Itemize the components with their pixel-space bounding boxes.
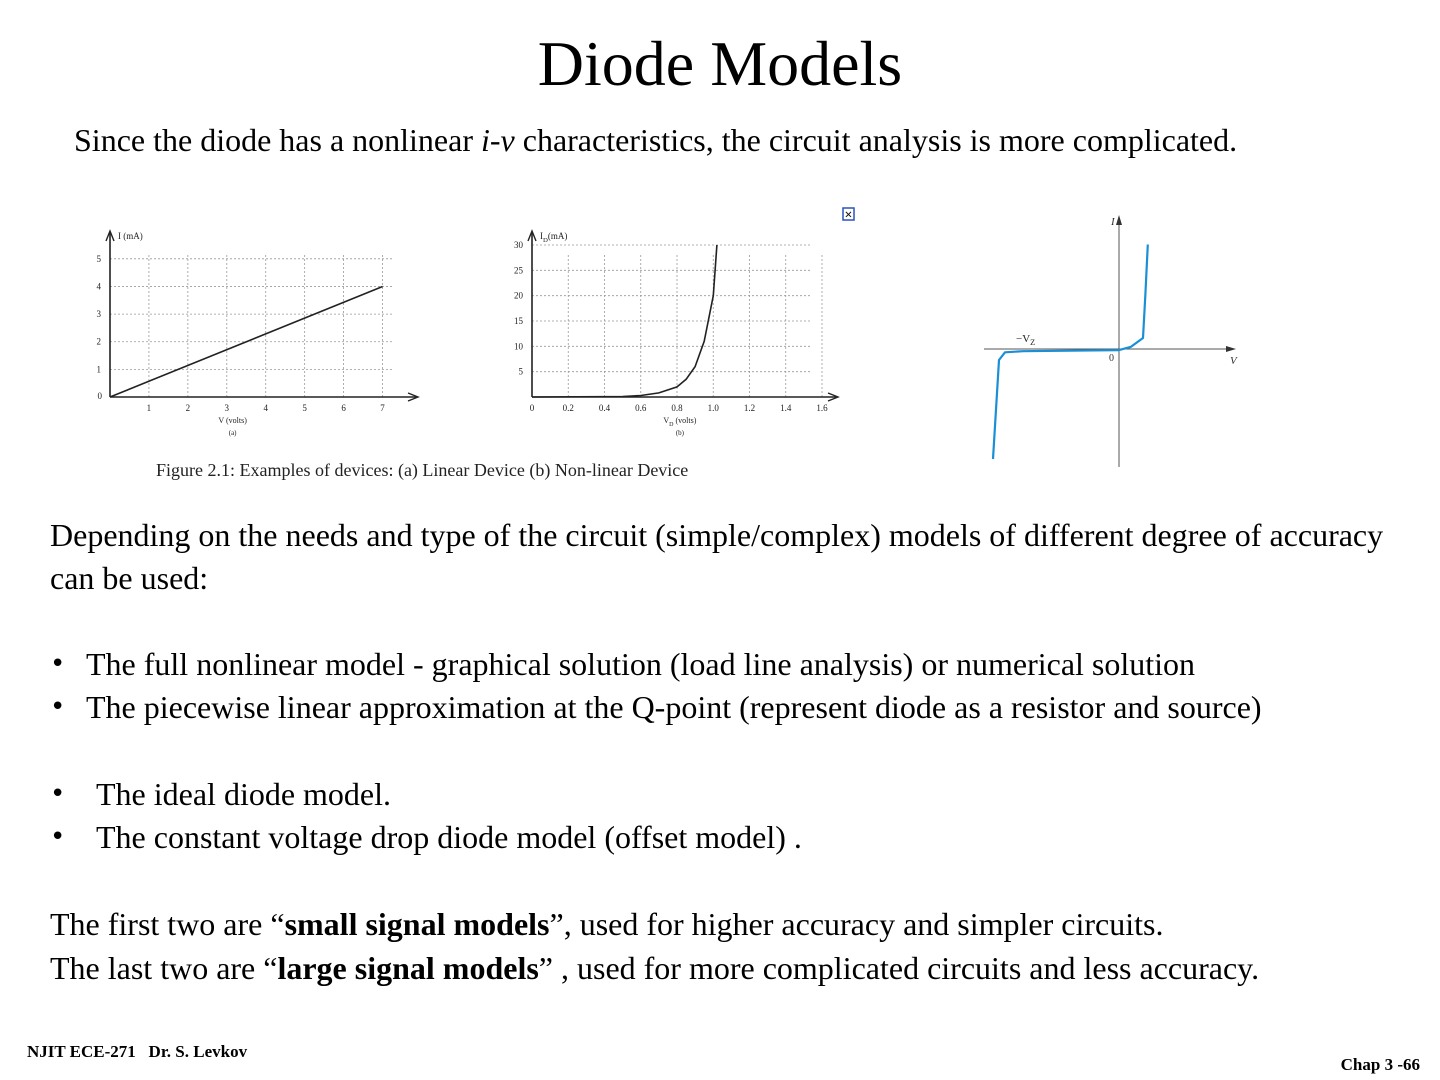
y-tick-label: 4	[96, 281, 101, 292]
x-tick-label: 1	[146, 403, 152, 413]
x-tick-label: 1.6	[816, 403, 828, 413]
x-tick-label: 6	[341, 403, 346, 413]
bullet-text: The full nonlinear model - graphical solution (load line analysis) or numerical solution	[86, 646, 1196, 682]
series-line	[993, 245, 1148, 460]
plot-nonlinear-device	[514, 231, 838, 437]
y-axis-label: I (mA)	[118, 231, 143, 241]
y-tick-label: 5	[96, 253, 101, 264]
figure-caption: Figure 2.1: Examples of devices: (a) Linear Device (b) Non-linear Device	[156, 460, 689, 480]
large-signal-model-list	[50, 773, 802, 859]
plot-sublabel: (a)	[228, 429, 237, 437]
y-tick-label: 15	[514, 316, 523, 326]
x-axis-label: V (volts)	[218, 416, 247, 425]
origin-label: 0	[97, 391, 102, 401]
bullet-text: The ideal diode model.	[96, 776, 392, 812]
slide-title: Diode Models	[537, 28, 903, 99]
y-tick-label: 5	[518, 366, 523, 377]
x-tick-label: 3	[224, 403, 230, 413]
small-signal-term: small signal models	[284, 906, 550, 942]
closing-line-small	[50, 902, 1350, 946]
x-tick-label: 0.2	[562, 403, 574, 413]
x-tick-label: 4	[263, 403, 268, 413]
figure-linear-nonlinear	[80, 205, 860, 485]
x-tick-label: 7	[380, 403, 385, 413]
close-glyph: ×	[844, 208, 853, 223]
intro-text	[74, 118, 1274, 162]
plot-sublabel: (b)	[675, 429, 684, 437]
y-tick-label: 25	[514, 265, 523, 276]
y-tick-label: 3	[96, 309, 101, 320]
x-tick-label: 1.2	[743, 403, 756, 413]
y-axis-arrow	[1116, 215, 1122, 225]
close-icon[interactable]	[843, 208, 854, 223]
origin-label: 0	[1109, 353, 1114, 364]
y-tick-label: 2	[96, 336, 101, 347]
footer-page-number: Chap 3 -66	[1340, 1055, 1420, 1074]
accuracy-paragraph: Depending on the needs and type of the circuit (simple/complex) models of different degree of accuracy can be used:	[50, 517, 1384, 596]
y-axis-label: I	[1111, 216, 1115, 228]
y-tick-label: 30	[514, 240, 523, 250]
closing-paragraph	[50, 902, 1350, 990]
zener-voltage-label: $-V_Z$	[1016, 333, 1036, 347]
bullet-text: The constant voltage drop diode model (offset model) .	[96, 819, 802, 855]
x-tick-label: 0	[529, 403, 535, 413]
bullet-glyph: •	[50, 692, 66, 722]
closing-text: ” , used for more complicated circuits and less accuracy.	[538, 950, 1260, 986]
bullet-text: The piecewise linear approximation at the Q-point (represent diode as a resistor and source)	[86, 689, 1262, 725]
closing-line-large	[50, 946, 1350, 990]
intro-emph: i-v	[480, 122, 515, 158]
y-tick-label: 20	[514, 290, 523, 301]
y-tick-label: 10	[514, 341, 523, 352]
small-signal-model-list	[50, 643, 1262, 729]
bullet-glyph: •	[50, 649, 66, 679]
figure-zener-characteristic	[978, 205, 1240, 470]
bullet-glyph: •	[50, 822, 66, 852]
plot-zener-curve	[984, 215, 1238, 467]
x-tick-label: 0.4	[598, 403, 611, 413]
y-axis-label: $I_D(mA)$	[540, 231, 568, 244]
closing-text: ”, used for higher accuracy and simpler circuits.	[549, 906, 1164, 942]
plot-linear-device	[97, 231, 419, 437]
x-tick-label: 5	[302, 403, 307, 413]
list-item	[50, 816, 802, 859]
intro-before: Since the diode has a nonlinear	[74, 122, 481, 158]
x-tick-label: 1.0	[707, 403, 719, 413]
list-item	[50, 686, 1262, 729]
footer-course: NJIT ECE-271 Dr. S. Levkov	[27, 1042, 248, 1061]
x-tick-label: 0.6	[635, 403, 647, 413]
bullet-glyph: •	[50, 779, 66, 809]
closing-text: The last two are “	[50, 950, 278, 986]
x-tick-label: 1.4	[780, 403, 792, 413]
list-item	[50, 643, 1262, 686]
list-item	[50, 773, 802, 816]
intro-after: characteristics, the circuit analysis is more complicated.	[514, 122, 1238, 158]
y-tick-label: 1	[96, 364, 101, 375]
x-axis-arrow	[1226, 346, 1236, 352]
x-tick-label: 2	[185, 403, 191, 413]
large-signal-term: large signal models	[277, 950, 539, 986]
closing-text: The first two are “	[50, 906, 285, 942]
x-tick-label: 0.8	[671, 403, 683, 413]
x-axis-label: $V_D$ (volts)	[663, 416, 697, 428]
x-axis-label: V	[1230, 355, 1237, 367]
